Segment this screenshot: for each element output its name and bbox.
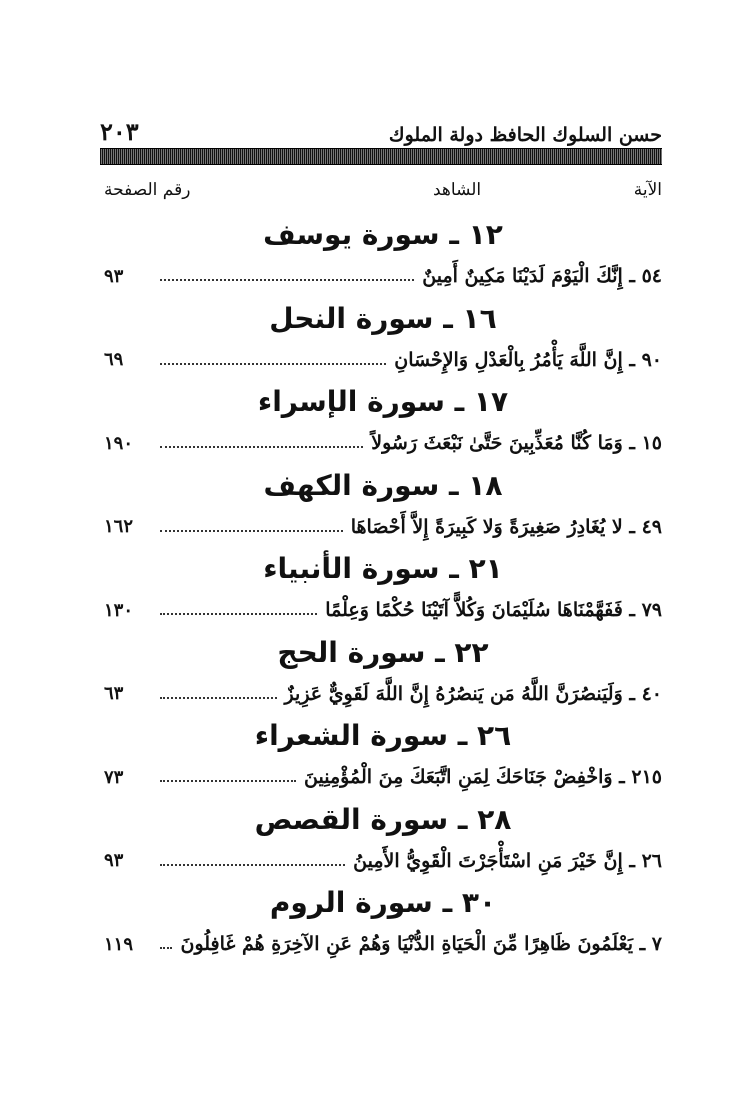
dot-leader [160,939,172,949]
section-yusuf [104,214,662,298]
page-reference: ١٩٠ [104,432,134,454]
section-anbiya [104,548,662,632]
page-reference: ٩٣ [104,265,124,287]
verse-entry [104,507,662,547]
dot-leader [160,355,386,365]
verse-text: ٢٦ ـ إِنَّ خَيْرَ مَنِ اسْتَأْجَرْتَ الْقَوِيُّ الأَمِينُ [353,849,662,872]
verse-text: ٥٤ ـ إِنَّكَ الْيَوْمَ لَدَيْنَا مَكِينٌ أَمِينٌ [422,265,662,287]
verse-entry [104,423,662,463]
page-reference: ١٦٢ [104,516,134,537]
page-reference: ٦٣ [104,683,124,704]
verse-text: ٧٩ ـ فَفَهَّمْنَاهَا سُلَيْمَانَ وَكُلاًّ آتَيْنَا حُكْمًا وَعِلْمًا [325,599,662,621]
dot-leader [160,772,296,782]
surah-title: ٣٠ ـ سورة الروم [269,886,497,919]
verse-text: ٧ ـ يَعْلَمُونَ ظَاهِرًا مِّنَ الْحَيَاةِ الدُّنْيَا وَهُمْ عَنِ الآخِرَةِ هُمْ غَافِلُونَ [180,933,662,955]
page-reference: ١١٩ [104,933,134,955]
header-rule [100,148,662,165]
section-isra [104,381,662,465]
page-header [100,112,662,146]
verse-entry [104,674,662,714]
index-sections [104,214,662,966]
dot-leader [160,271,414,281]
page-number: ٢٠٣ [100,117,139,146]
surah-title: ١٦ ـ سورة النحل [269,301,497,335]
page-reference: ٧٣ [104,766,124,788]
verse-entry [104,757,662,797]
column-witness: الشاهد [433,180,482,200]
verse-text: ٢١٥ ـ وَاخْفِضْ جَنَاحَكَ لِمَنِ اتَّبَعَكَ مِنَ الْمُؤْمِنِينَ [304,766,662,788]
surah-title: ٢١ ـ سورة الأنبياء [263,552,503,585]
dot-leader [160,522,343,532]
surah-title: ٢٢ ـ سورة الحج [277,635,489,669]
surah-title: ١٢ ـ سورة يوسف [263,218,503,251]
section-qasas [104,799,662,883]
surah-title: ١٨ ـ سورة الكهف [263,468,503,502]
verse-entry [104,256,662,296]
verse-text: ١٥ ـ وَمَا كُنَّا مُعَذِّبِينَ حَتَّىٰ نَبْعَثَ رَسُولاً [371,432,662,454]
column-verse: الآية [633,180,662,200]
column-page: رقم الصفحة [104,180,191,200]
surah-title: ٢٦ ـ سورة الشعراء [254,719,512,752]
surah-title: ٢٨ ـ سورة القصص [254,802,512,836]
section-shuara [104,715,662,799]
dot-leader [160,605,317,615]
page-reference: ١٣٠ [104,599,134,621]
page-reference: ٩٣ [104,850,124,871]
section-nahl [104,298,662,382]
verse-text: ٩٠ ـ إِنَّ اللَّهَ يَأْمُرُ بِالْعَدْلِ وَالإِحْسَانِ [394,348,662,371]
verse-entry [104,924,662,964]
section-hajj [104,632,662,716]
section-rum [104,882,662,966]
verse-entry [104,340,662,380]
page-reference: ٦٩ [104,349,124,370]
column-headers [104,180,662,200]
verse-text: ٤٠ ـ وَلَيَنصُرَنَّ اللَّهُ مَن يَنصُرُهُ إِنَّ اللَّهَ لَقَوِيٌّ عَزِيزٌ [284,682,662,705]
dot-leader [160,856,345,866]
running-title: حسن السلوك الحافظ دولة الملوك [388,124,662,146]
verse-entry [104,841,662,881]
section-kahf [104,465,662,549]
dot-leader [160,689,277,699]
surah-title: ١٧ ـ سورة الإسراء [257,385,509,418]
dot-leader [160,438,363,448]
verse-text: ٤٩ ـ لا يُغَادِرُ صَغِيرَةً وَلا كَبِيرَةً إِلاَّ أَحْصَاهَا [350,515,662,538]
verse-entry [104,590,662,630]
